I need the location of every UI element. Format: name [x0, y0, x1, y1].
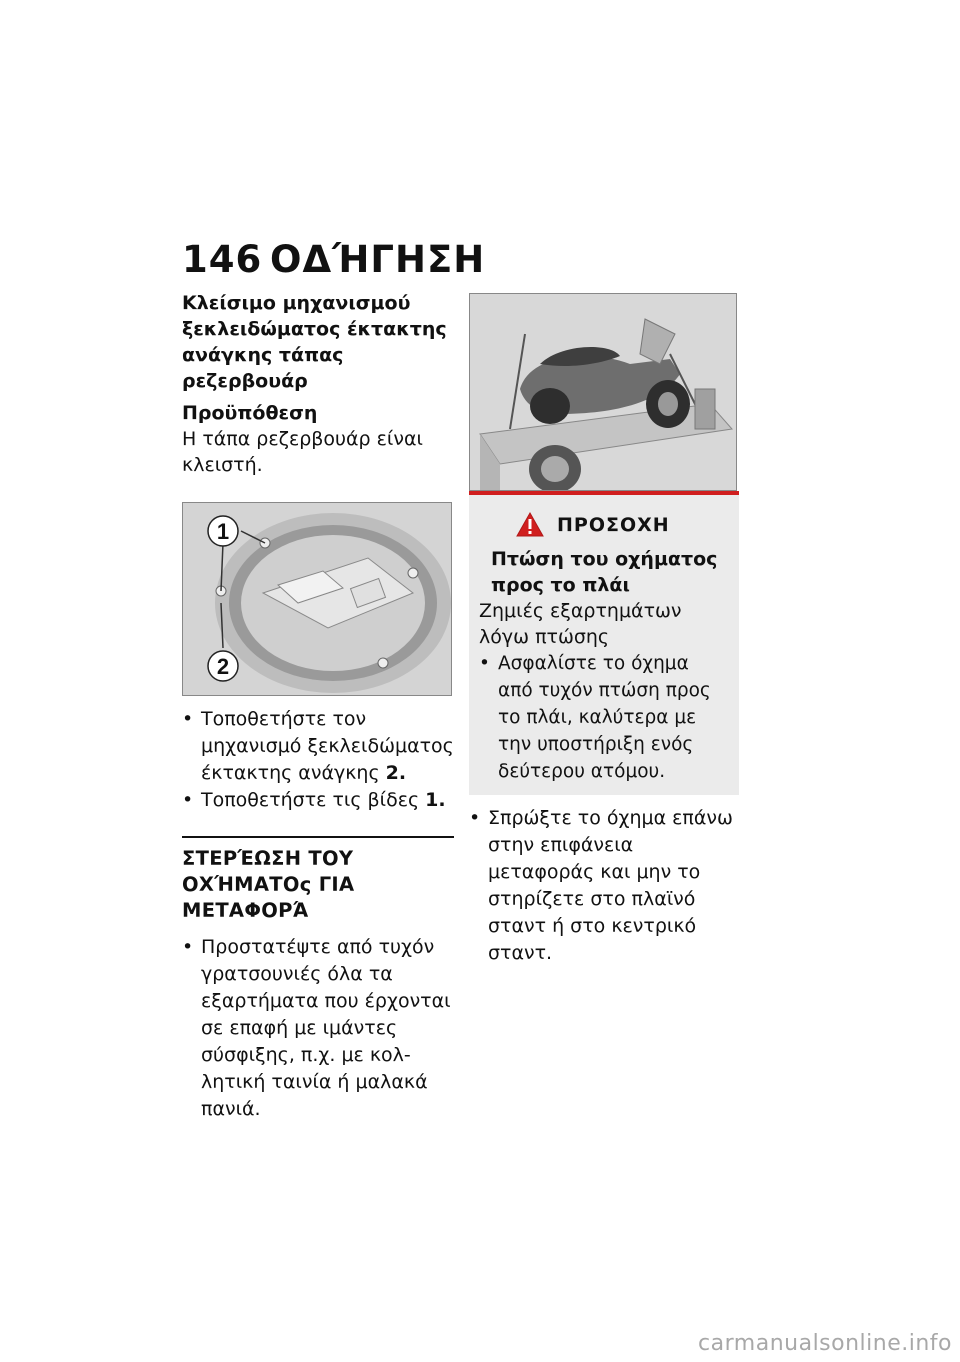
warning-box [469, 491, 739, 795]
fuel-cap-illustration [183, 503, 451, 695]
steps-list [182, 706, 454, 814]
list-item [182, 706, 454, 787]
precondition-title: Προϋπόθεση [182, 402, 318, 424]
warning-title: Πτώση του οχήματος προς το πλάι [491, 548, 718, 596]
step-1-ref: 2. [385, 762, 407, 784]
page-title: ΟΔΉΓΗΣΗ [270, 238, 486, 281]
step-2-ref: 1. [425, 789, 446, 811]
warning-action: • Ασφαλίστε το όχημα από τυχόν πτώση προς το πλάι, καλύτερα με την υποστήριξη ενός δεύτερου ατόμου. [479, 650, 729, 785]
right-list [469, 805, 739, 967]
list-item: • Προστατέψτε από τυχόν γρατσουνιές όλα τα εξαρτήματα που έρχονται σε επαφή με ιμάντες σύσφιξης, π.χ. με κολλητική ταινία ή μαλακά πανιά. [182, 934, 454, 1123]
step-1-text: Τοποθετήστε τον μηχανισμό ξεκλειδώματος έκτακτης ανάγκης [201, 708, 454, 784]
procedure-heading: Κλείσιμο μηχανισμού ξεκλειδώματος έκτακτης ανάγκης τάπας ρεζερβουάρ [182, 292, 447, 392]
fuel-cap-figure [182, 502, 452, 696]
section-list [182, 934, 454, 1123]
precondition-text: Η τάπα ρεζερβουάρ είναι κλειστή. [182, 428, 423, 476]
callout-2: 2 [216, 654, 230, 679]
list-item: • Σπρώξτε το όχημα επάνω στην επιφάνεια μεταφοράς και μην το στηρίζετε στο πλαϊνό σταντ ή στο κεντρικό σταντ. [469, 805, 739, 967]
right-column [469, 293, 739, 967]
callout-1: 1 [216, 519, 230, 544]
list-item [182, 787, 454, 814]
scooter-trailer-illustration [470, 294, 736, 490]
page-header [182, 238, 485, 281]
warning-header [479, 495, 729, 538]
section-title: ΣΤΕΡΈΩΣΗ ΤΟΥ ΟΧΉΜΑΤΟς ΓΙΑ ΜΕΤΑΦΟΡΆ [182, 836, 454, 924]
watermark: carmanualsonline.info [698, 1331, 952, 1356]
warning-label: ΠΡΟΣΟΧΗ [557, 513, 670, 536]
warning-triangle-icon [515, 511, 545, 538]
warning-consequence: Ζημιές εξαρτημάτων λόγω πτώσης [479, 600, 682, 648]
left-column [182, 290, 454, 1123]
step-2-text: Τοποθετήστε τις βίδες [201, 789, 420, 811]
page-number: 146 [182, 238, 263, 281]
transport-figure [469, 293, 737, 491]
